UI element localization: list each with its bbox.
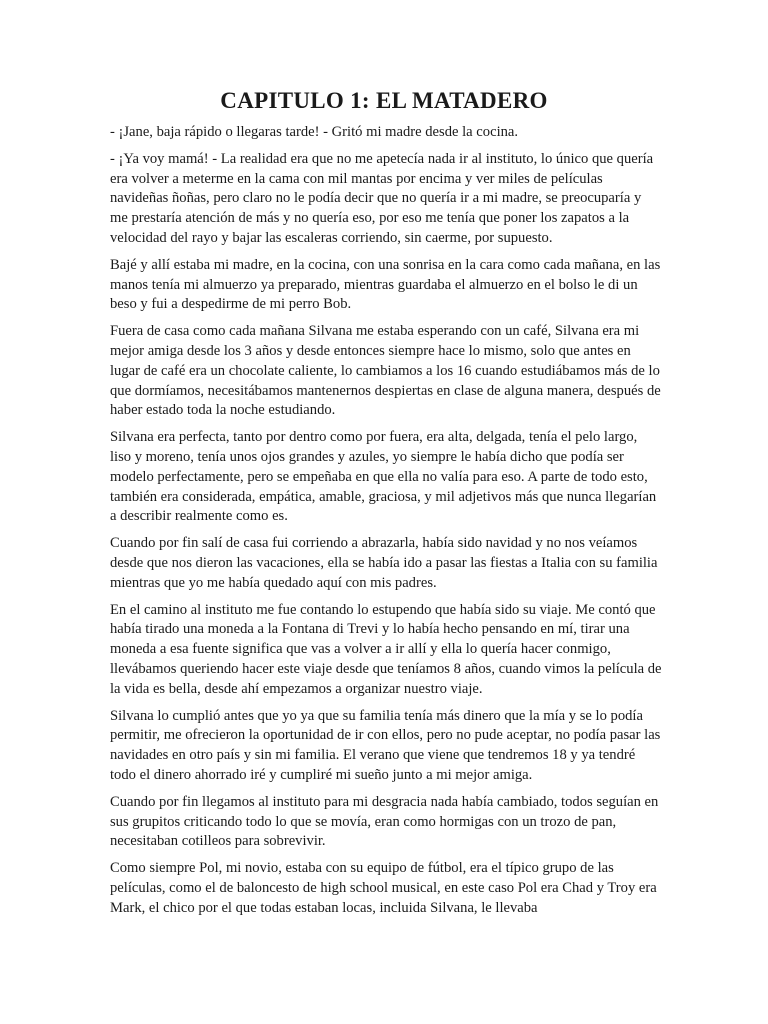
paragraph: Cuando por fin salí de casa fui corriendo a abrazarla, había sido navidad y no nos veíamos desde que nos dieron las vacaciones, ella se había ido a pasar las fiestas a Italia con su familia mientras que yo me había quedado aquí con mis padres. [110,535,658,591]
paragraph: Cuando por fin llegamos al instituto para mi desgracia nada había cambiado, todos seguían en sus grupitos criticando todo lo que se movía, eran como hormigas con un trozo de pan, necesitaban cotilleos para sobrevivir. [110,793,659,850]
paragraph: - ¡Ya voy mamá! - La realidad era que no me apetecía nada ir al instituto, lo único que quería era volver a meterme en la cama con mil mantas por encima y ver miles de películas navideñas ñoñas, pero claro no le podía decir que no quería ir a mi madre, se preocuparía y me prestaría atención de más y no quería eso, por eso me tenía que poner los zapatos a la velocidad del rayo y bajar las escaleras corriendo, sin caerme, por supuesto. [110,150,654,246]
paragraph: Bajé y allí estaba mi madre, en la cocina, con una sonrisa en la cara como cada mañana, en las manos tenía mi almuerzo ya preparado, mientras guardaba el almuerzo en el bolso le di un beso y fui a despedirme de mi perro Bob. [110,256,661,313]
paragraph: Como siempre Pol, mi novio, estaba con su equipo de fútbol, era el típico grupo de las películas, como el de baloncesto de high school musical, en este caso Pol era Chad y Troy era Mark, el chico por el que todas estaban locas, incluida Silvana, le llevaba [110,860,657,916]
paragraph: - ¡Jane, baja rápido o llegaras tarde! - Gritó mi madre desde la cocina. [110,124,519,140]
paragraph: Silvana lo cumplió antes que yo ya que su familia tenía más dinero que la mía y se lo podía permitir, me ofrecieron la oportunidad de ir con ellos, pero no pude aceptar, no podía pasar las navidades en otro país y sin mi familia. El verano que viene que tendremos 18 y ya tendré todo el dinero ahorrado iré y cumpliré mi sueño junto a mi mejor amiga. [110,707,661,783]
paragraph: Fuera de casa como cada mañana Silvana me estaba esperando con un café, Silvana era mi mejor amiga desde los 3 años y desde entonces siempre hace lo mismo, solo que antes en lugar de café era un chocolate caliente, lo cambiamos a los 16 cuando estudiábamos más de lo que dormíamos, necesitábamos mantenernos despiertas en clase de alguna manera, después de haber estado toda la noche estudiando. [110,323,661,419]
paragraph: Silvana era perfecta, tanto por dentro como por fuera, era alta, delgada, tenía el pelo largo, liso y moreno, tenía unos ojos grandes y azules, yo siempre le había dicho que podía ser modelo perfectamente, pero se empeñaba en que ella no valía para eso. A parte de todo esto, también era considerada, empática, amable, graciosa, y mil adjetivos más que nunca llegarían a describir realmente como es. [110,429,657,525]
chapter-body [110,123,662,925]
chapter-title: CAPITULO 1: EL MATADERO [220,88,548,113]
paragraph: En el camino al instituto me fue contando lo estupendo que había sido su viaje. Me contó que había tirado una moneda a la Fontana di Trevi y lo había hecho pensando en mí, tirar una moneda a esa fuente significa que vas a volver a ir allí y ella lo quería hacer conmigo, llevábamos queriendo hacer este viaje desde que teníamos 8 años, cuando vimos la película de la vida es bella, desde ahí empezamos a organizar nuestro viaje. [110,601,662,697]
